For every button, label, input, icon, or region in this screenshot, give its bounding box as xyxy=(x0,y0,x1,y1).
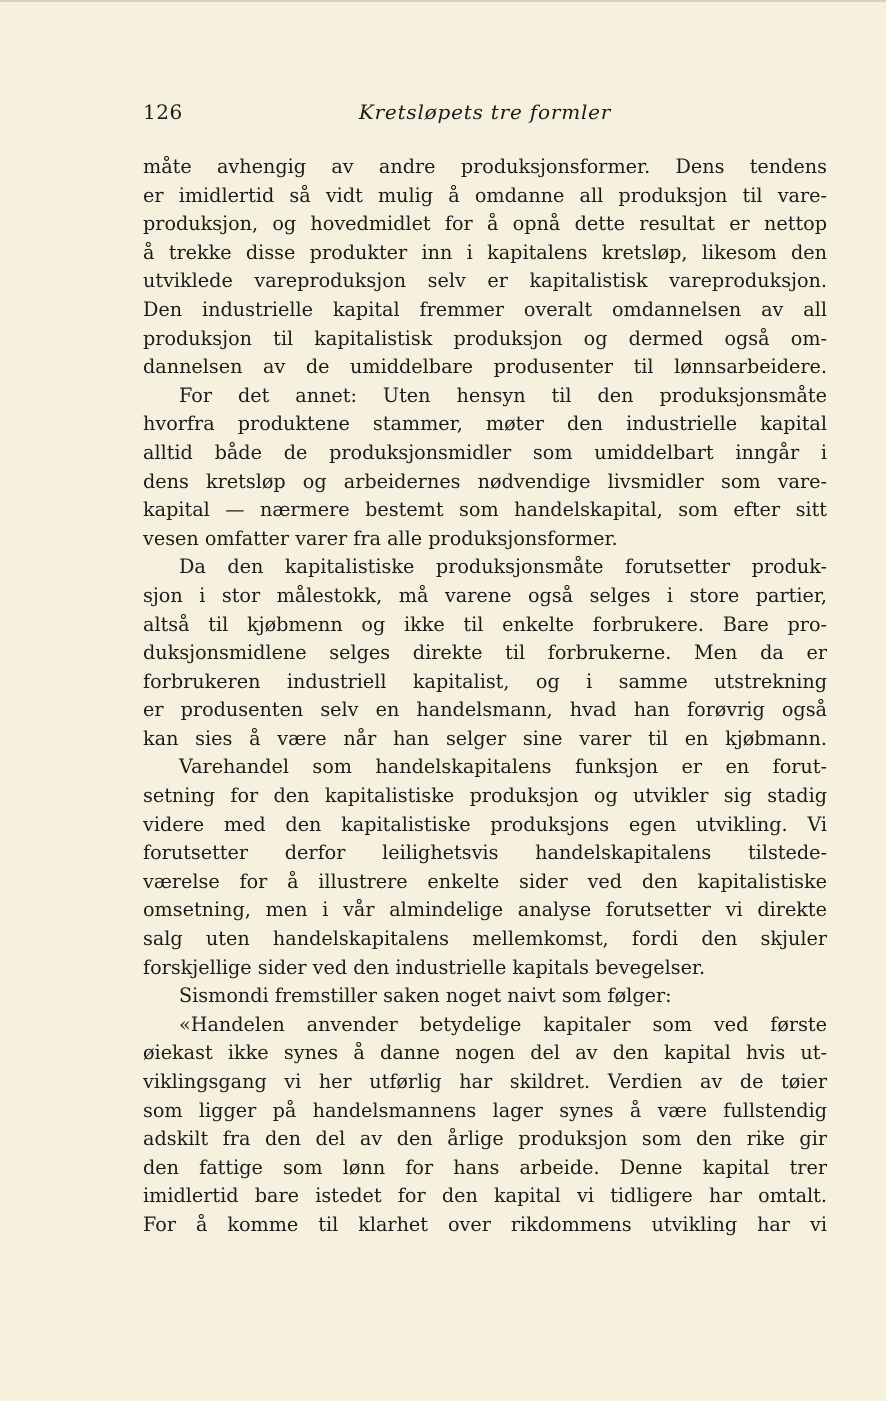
text-line: kapital — nærmere bestemt som handelskapital, som efter sitt xyxy=(143,498,827,522)
text-line: Da den kapitalistiske produksjonsmåte forutsetter produk- xyxy=(179,555,827,579)
text-line: omsetning, men i vår almindelige analyse forutsetter vi direkte xyxy=(143,898,827,922)
text-line: Varehandel som handelskapitalens funksjon er en forut- xyxy=(179,755,827,779)
text-line: viklingsgang vi her utførlig har skildret. Verdien av de tøier xyxy=(143,1070,827,1093)
text-line: alltid både de produksjonsmidler som umiddelbart inngår i xyxy=(143,440,827,464)
text-line: Sismondi fremstiller saken noget naivt som følger: xyxy=(179,984,672,1008)
text-line: sjon i stor målestokk, må varene også selges i store partier, xyxy=(143,583,827,607)
text-line: duksjonsmidlene selges direkte til forbrukerne. Men da er xyxy=(143,641,827,665)
text-line: imidlertid bare istedet for den kapital vi tidligere har omtalt. xyxy=(143,1184,827,1208)
text-line: produksjon, og hovedmidlet for å opnå dette resultat er nettop xyxy=(143,212,827,236)
text-line: utviklede vareproduksjon selv er kapitalistisk vareproduksjon. xyxy=(143,269,827,293)
text-line: øiekast ikke synes å danne nogen del av den kapital hvis ut- xyxy=(143,1041,827,1065)
text-line: som ligger på handelsmannens lager synes å være fullstendig xyxy=(143,1098,827,1122)
text-line: forskjellige sider ved den industrielle kapitals bevegelser. xyxy=(143,955,706,979)
text-line: setning for den kapitalistiske produksjon og utvikler sig stadig xyxy=(143,784,827,808)
body-text xyxy=(143,153,827,1240)
text-line: hvorfra produktene stammer, møter den industrielle kapital xyxy=(143,412,827,436)
text-line: er produsenten selv en handelsmann, hvad han forøvrig også xyxy=(143,698,827,722)
text-line: å trekke disse produkter inn i kapitalens kretsløp, likesom den xyxy=(143,240,827,264)
text-line: er imidlertid så vidt mulig å omdanne all produksjon til vare- xyxy=(143,183,827,207)
page-header xyxy=(143,100,827,130)
text-line: adskilt fra den del av den årlige produksjon som den rike gir xyxy=(143,1127,827,1151)
text-line: dens kretsløp og arbeidernes nødvendige livsmidler som vare- xyxy=(143,469,827,493)
text-line: værelse for å illustrere enkelte sider ved den kapitalistiske xyxy=(143,869,827,893)
text-line: For det annet: Uten hensyn til den produksjonsmåte xyxy=(179,383,827,407)
running-title: Kretsløpets tre formler xyxy=(358,100,612,124)
text-line: videre med den kapitalistiske produksjons egen utvikling. Vi xyxy=(143,812,827,836)
text-line: den fattige som lønn for hans arbeide. Denne kapital trer xyxy=(143,1155,827,1179)
text-line: «Handelen anvender betydelige kapitaler som ved første xyxy=(179,1012,827,1036)
page-number: 126 xyxy=(143,100,183,124)
text-line: vesen omfatter varer fra alle produksjonsformer. xyxy=(143,526,618,550)
text-line: For å komme til klarhet over rikdommens utvikling har vi xyxy=(143,1212,827,1236)
text-line: måte avhengig av andre produksjonsformer. Dens tendens xyxy=(143,155,827,178)
text-line: forbrukeren industriell kapitalist, og i samme utstrekning xyxy=(143,669,827,693)
text-line: Den industrielle kapital fremmer overalt omdannelsen av all xyxy=(143,297,827,321)
text-line: salg uten handelskapitalens mellemkomst, fordi den skjuler xyxy=(143,927,827,951)
text-line: produksjon til kapitalistisk produksjon og dermed også om- xyxy=(143,326,827,350)
text-line: altså til kjøbmenn og ikke til enkelte forbrukere. Bare pro- xyxy=(143,612,827,636)
text-line: forutsetter derfor leilighetsvis handelskapitalens tilstede- xyxy=(143,841,827,865)
text-line: kan sies å være når han selger sine varer til en kjøbmann. xyxy=(143,726,827,750)
text-line: dannelsen av de umiddelbare produsenter til lønnsarbeidere. xyxy=(143,355,827,379)
